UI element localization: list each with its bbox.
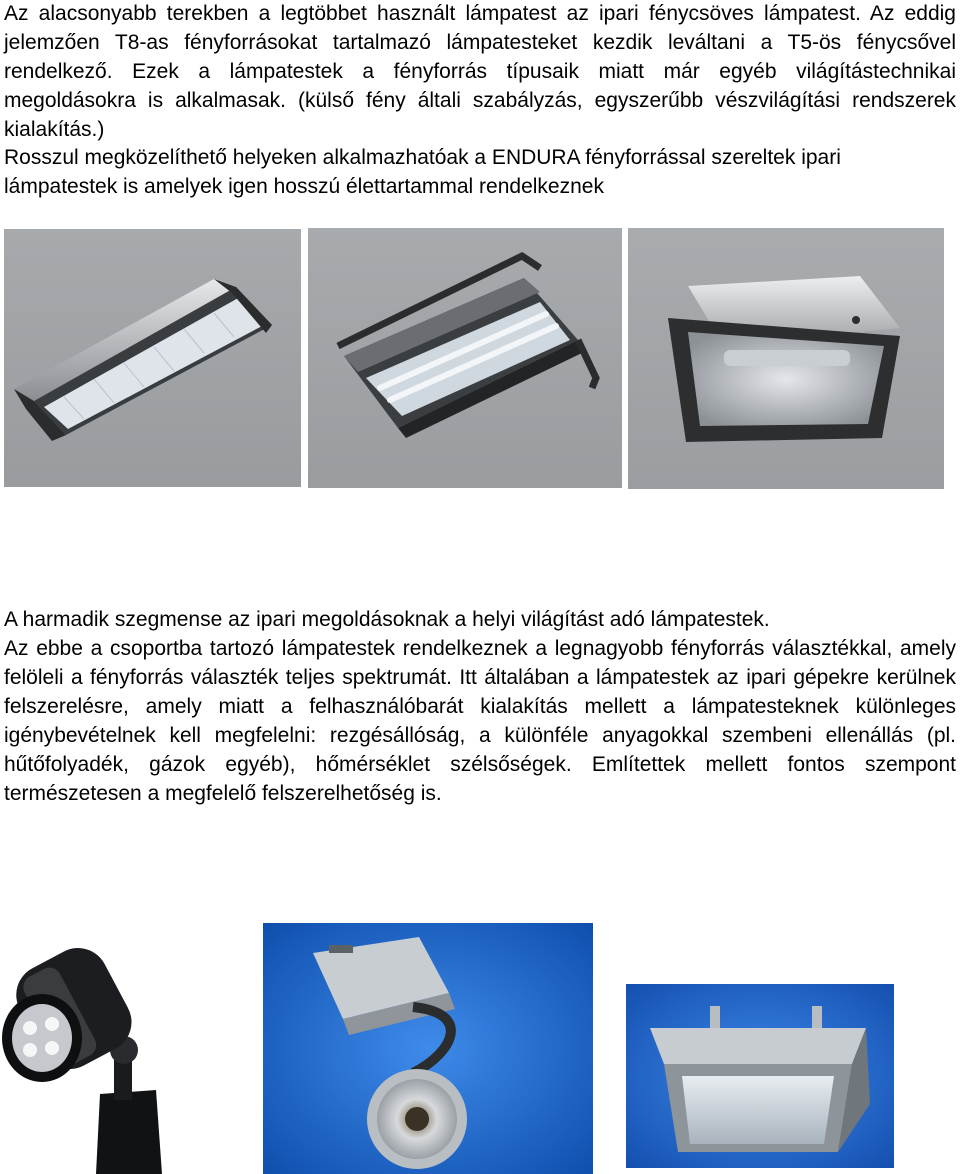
photo-linear-fluorescent-luminaire [4, 229, 301, 487]
photo-compact-fluorescent-machine-luminaire [263, 923, 593, 1174]
photo-wall-floodlight-luminaire [626, 984, 894, 1168]
paragraph-local-lighting-body: Az ebbe a csoportba tartozó lámpatestek rendelkeznek a legnagyobb fényforrás választékkal, amely felöleli a fényforrás választék teljes spektrumát. Itt általában a lámpatestek az ipari gépekre kerülnek felszerelésre, amely miatt a felhasználóbarát kialakítás mellett a lámpatesteknek különleges igénybevételnek kell megfelelni: rezgésállóság, a különféle anyagokkal szembeni ellenállás (pl. hűtőfolyadék, gázok egyéb), hőmérséklet szélsőségek. Említettek mellett fontos szempont természetesen a megfelelő felszerelhetőség is. [4, 637, 956, 805]
paragraph-local-lighting [4, 605, 956, 808]
paragraph-local-lighting-intro: A harmadik szegmense az ipari megoldásoknak a helyi világítást adó lámpatestek. [4, 608, 770, 631]
photo-framed-twin-tube-luminaire [308, 228, 622, 488]
paragraph-endura-luminaires: Rosszul megközelíthető helyeken alkalmazhatóak a ENDURA fényforrással szereltek ipari lámpatestek is amelyek igen hosszú élettartammal rendelkeznek [4, 146, 841, 198]
photo-high-bay-endura-luminaire [628, 228, 944, 489]
photo-machine-spot-luminaire [0, 944, 166, 1174]
paragraph-fluorescent-luminaires: Az alacsonyabb terekben a legtöbbet használt lámpatest az ipari fénycsöves lámpatest. Az eddig jelemzően T8-as fényforrásokat tartalmazó lámpatesteket kezdik leváltani a T5-ös fénycsővel rendelkező. Ezek a lámpatestek a fényforrás típusaik miatt már egyéb világítástechnikai megoldásokra is alkalmasak. (külső fény általi szabályzás, egyszerűbb vészvilágítási rendszerek kialakítás.) [4, 2, 956, 141]
